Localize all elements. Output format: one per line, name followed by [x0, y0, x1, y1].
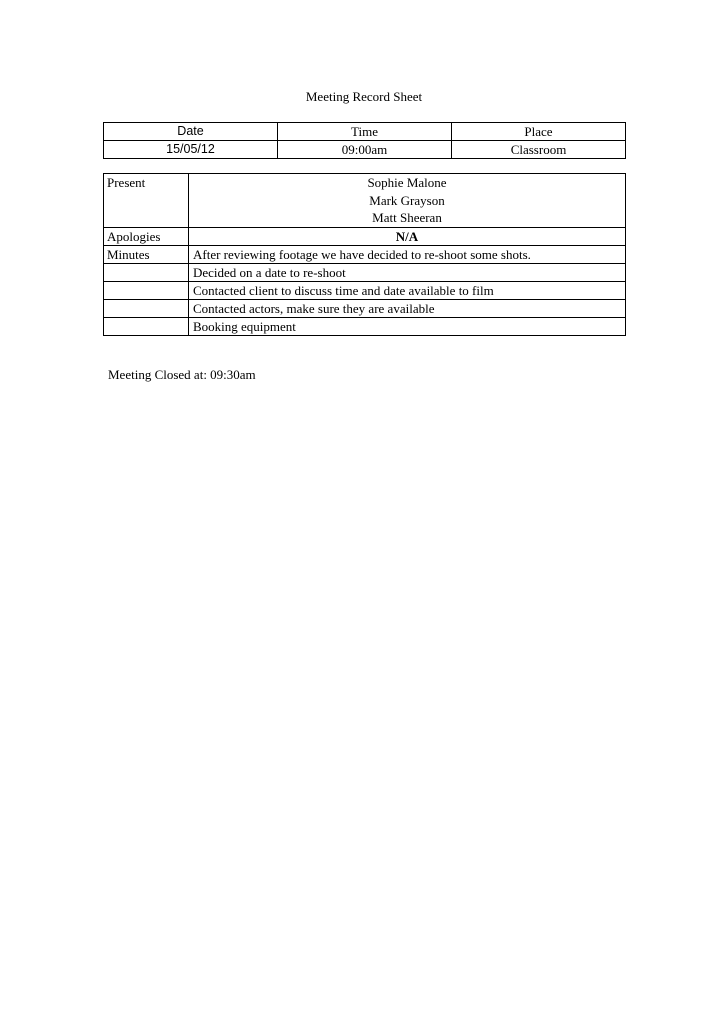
minutes-label-empty: [104, 317, 189, 335]
apologies-row: [104, 227, 626, 245]
info-header-row: [104, 123, 626, 141]
minutes-row: [104, 263, 626, 281]
minutes-item: Contacted actors, make sure they are available: [189, 299, 626, 317]
minutes-item: After reviewing footage we have decided to re-shoot some shots.: [189, 245, 626, 263]
document-title: Meeting Record Sheet: [305, 89, 423, 104]
time-value: 09:00am: [278, 141, 452, 159]
minutes-row: [104, 281, 626, 299]
meeting-info-table: [103, 122, 626, 159]
minutes-item: Contacted client to discuss time and date available to film: [189, 281, 626, 299]
date-header: Date: [104, 123, 278, 141]
present-name: Mark Grayson: [369, 192, 445, 208]
meeting-closed-text: Meeting Closed at: 09:30am: [108, 367, 256, 382]
apologies-label: Apologies: [104, 227, 189, 245]
minutes-label-empty: [104, 263, 189, 281]
present-name: Matt Sheeran: [372, 210, 442, 225]
minutes-item: Decided on a date to re-shoot: [189, 263, 626, 281]
date-value: 15/05/12: [104, 141, 278, 159]
present-name: Sophie Malone: [367, 175, 447, 190]
place-value: Classroom: [452, 141, 626, 159]
present-label: Present: [104, 174, 189, 228]
minutes-row: [104, 299, 626, 317]
present-names: [189, 174, 626, 228]
minutes-row: [104, 245, 626, 263]
minutes-row: [104, 317, 626, 335]
minutes-label: Minutes: [104, 245, 189, 263]
attendance-minutes-table: [103, 173, 626, 336]
minutes-label-empty: [104, 299, 189, 317]
present-row: [104, 174, 626, 228]
apologies-value: N/A: [189, 227, 626, 245]
info-value-row: [104, 141, 626, 159]
minutes-item: Booking equipment: [189, 317, 626, 335]
minutes-label-empty: [104, 281, 189, 299]
time-header: Time: [278, 123, 452, 141]
place-header: Place: [452, 123, 626, 141]
